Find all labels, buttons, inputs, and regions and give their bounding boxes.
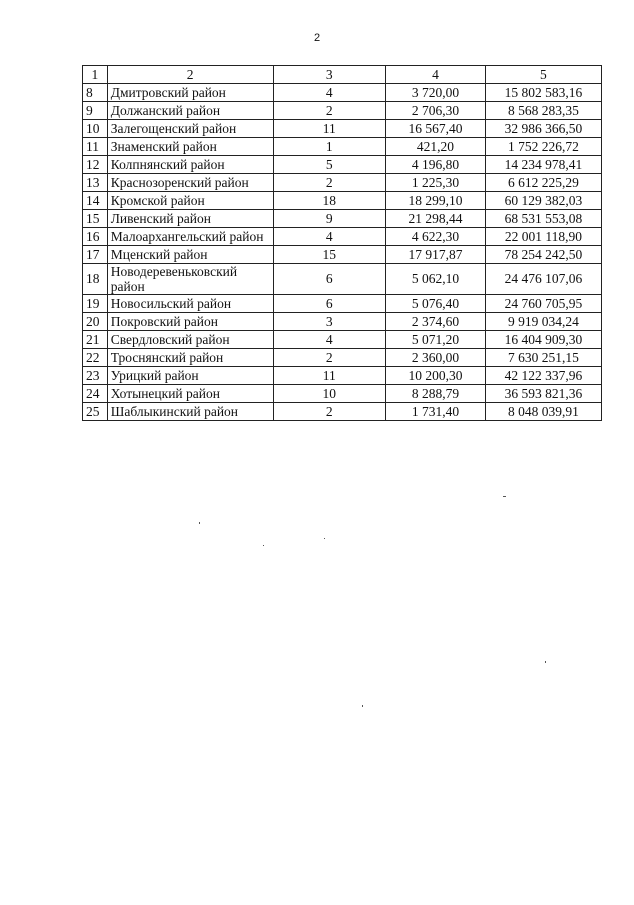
- area-cell: 4 196,80: [386, 156, 486, 174]
- district-name: Малоархангельский район: [107, 228, 273, 246]
- sum-cell: 68 531 553,08: [485, 210, 601, 228]
- sum-cell: 1 752 226,72: [485, 138, 601, 156]
- district-name: Покровский район: [107, 313, 273, 331]
- row-number: 12: [83, 156, 108, 174]
- area-cell: 21 298,44: [386, 210, 486, 228]
- area-cell: 5 071,20: [386, 331, 486, 349]
- sum-cell: 16 404 909,30: [485, 331, 601, 349]
- count-cell: 3: [273, 313, 386, 331]
- count-cell: 10: [273, 385, 386, 403]
- sum-cell: 7 630 251,15: [485, 349, 601, 367]
- table-row: [83, 210, 602, 228]
- count-cell: 2: [273, 403, 386, 421]
- scan-speck: [199, 522, 200, 524]
- district-name: Новодеревеньковский район: [107, 264, 273, 295]
- row-number: 19: [83, 295, 108, 313]
- sum-cell: 6 612 225,29: [485, 174, 601, 192]
- table-row: [83, 295, 602, 313]
- header-col-2: 2: [107, 66, 273, 84]
- district-name: Должанский район: [107, 102, 273, 120]
- count-cell: 11: [273, 120, 386, 138]
- district-name: Залегощенский район: [107, 120, 273, 138]
- count-cell: 4: [273, 84, 386, 102]
- table-row: [83, 138, 602, 156]
- table-row: [83, 84, 602, 102]
- sum-cell: 32 986 366,50: [485, 120, 601, 138]
- scan-speck: [545, 661, 546, 663]
- area-cell: 421,20: [386, 138, 486, 156]
- row-number: 21: [83, 331, 108, 349]
- area-cell: 5 076,40: [386, 295, 486, 313]
- row-number: 13: [83, 174, 108, 192]
- count-cell: 5: [273, 156, 386, 174]
- district-name: Новосильский район: [107, 295, 273, 313]
- table-row: [83, 246, 602, 264]
- row-number: 22: [83, 349, 108, 367]
- count-cell: 2: [273, 102, 386, 120]
- area-cell: 17 917,87: [386, 246, 486, 264]
- row-number: 20: [83, 313, 108, 331]
- district-name: Кромской район: [107, 192, 273, 210]
- sum-cell: 36 593 821,36: [485, 385, 601, 403]
- sum-cell: 60 129 382,03: [485, 192, 601, 210]
- table-row: [83, 331, 602, 349]
- district-name: Дмитровский район: [107, 84, 273, 102]
- table-row: [83, 313, 602, 331]
- header-col-3: 3: [273, 66, 386, 84]
- header-col-1: 1: [83, 66, 108, 84]
- sum-cell: 8 568 283,35: [485, 102, 601, 120]
- district-name: Шаблыкинский район: [107, 403, 273, 421]
- district-name: Колпнянский район: [107, 156, 273, 174]
- row-number: 14: [83, 192, 108, 210]
- table-row: [83, 192, 602, 210]
- sum-cell: 24 760 705,95: [485, 295, 601, 313]
- table-row: [83, 156, 602, 174]
- district-name: Краснозоренский район: [107, 174, 273, 192]
- area-cell: 1 731,40: [386, 403, 486, 421]
- count-cell: 6: [273, 264, 386, 295]
- table-row: [83, 228, 602, 246]
- header-col-5: 5: [485, 66, 601, 84]
- count-cell: 9: [273, 210, 386, 228]
- table-row: [83, 403, 602, 421]
- area-cell: 4 622,30: [386, 228, 486, 246]
- table-row: [83, 120, 602, 138]
- row-number: 10: [83, 120, 108, 138]
- table-row: [83, 367, 602, 385]
- page-number: 2: [313, 32, 321, 44]
- row-number: 17: [83, 246, 108, 264]
- sum-cell: 22 001 118,90: [485, 228, 601, 246]
- district-name: Троснянский район: [107, 349, 273, 367]
- table-row: [83, 174, 602, 192]
- sum-cell: 15 802 583,16: [485, 84, 601, 102]
- count-cell: 4: [273, 331, 386, 349]
- table-header-row: [83, 66, 602, 84]
- row-number: 11: [83, 138, 108, 156]
- area-cell: 1 225,30: [386, 174, 486, 192]
- table-row: [83, 349, 602, 367]
- area-cell: 16 567,40: [386, 120, 486, 138]
- district-name: Свердловский район: [107, 331, 273, 349]
- header-col-4: 4: [386, 66, 486, 84]
- sum-cell: 24 476 107,06: [485, 264, 601, 295]
- row-number: 24: [83, 385, 108, 403]
- area-cell: 3 720,00: [386, 84, 486, 102]
- districts-table: [82, 65, 602, 421]
- row-number: 25: [83, 403, 108, 421]
- scan-speck: [362, 705, 363, 707]
- row-number: 23: [83, 367, 108, 385]
- district-name: Хотынецкий район: [107, 385, 273, 403]
- district-name: Ливенский район: [107, 210, 273, 228]
- district-name: Урицкий район: [107, 367, 273, 385]
- table-row: [83, 385, 602, 403]
- scan-speck: [263, 545, 264, 546]
- scan-speck: [324, 538, 325, 539]
- count-cell: 11: [273, 367, 386, 385]
- count-cell: 2: [273, 174, 386, 192]
- count-cell: 6: [273, 295, 386, 313]
- area-cell: 18 299,10: [386, 192, 486, 210]
- count-cell: 15: [273, 246, 386, 264]
- scan-speck: [503, 496, 506, 497]
- district-name: Мценский район: [107, 246, 273, 264]
- sum-cell: 14 234 978,41: [485, 156, 601, 174]
- area-cell: 5 062,10: [386, 264, 486, 295]
- area-cell: 2 706,30: [386, 102, 486, 120]
- count-cell: 1: [273, 138, 386, 156]
- count-cell: 18: [273, 192, 386, 210]
- row-number: 16: [83, 228, 108, 246]
- area-cell: 10 200,30: [386, 367, 486, 385]
- count-cell: 4: [273, 228, 386, 246]
- row-number: 15: [83, 210, 108, 228]
- area-cell: 2 374,60: [386, 313, 486, 331]
- row-number: 18: [83, 264, 108, 295]
- sum-cell: 9 919 034,24: [485, 313, 601, 331]
- area-cell: 2 360,00: [386, 349, 486, 367]
- row-number: 8: [83, 84, 108, 102]
- table-row: [83, 264, 602, 295]
- sum-cell: 78 254 242,50: [485, 246, 601, 264]
- count-cell: 2: [273, 349, 386, 367]
- sum-cell: 8 048 039,91: [485, 403, 601, 421]
- district-name: Знаменский район: [107, 138, 273, 156]
- row-number: 9: [83, 102, 108, 120]
- sum-cell: 42 122 337,96: [485, 367, 601, 385]
- area-cell: 8 288,79: [386, 385, 486, 403]
- table-row: [83, 102, 602, 120]
